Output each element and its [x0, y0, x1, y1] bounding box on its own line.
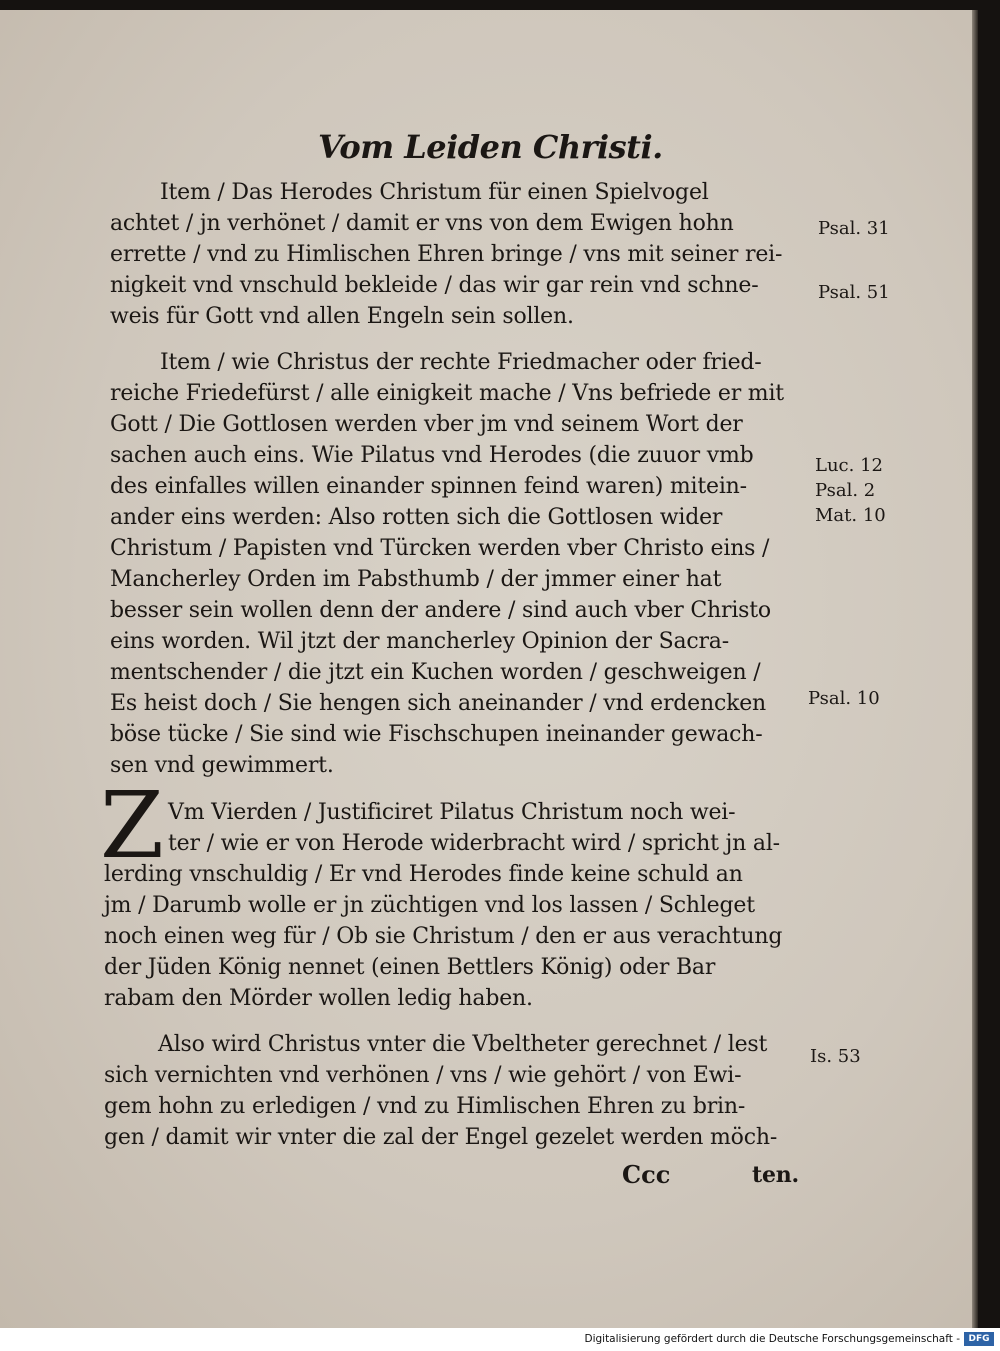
text-line: böse tücke / Sie sind wie Fischschupen ineinander gewach-: [110, 722, 763, 747]
text-line: besser sein wollen denn der andere / sind auch vber Christo: [110, 598, 771, 623]
text-line: noch einen weg für / Ob sie Christum / den er aus verachtung: [104, 924, 783, 949]
catchword: ten.: [752, 1162, 800, 1188]
text-line: Also wird Christus vnter die Vbeltheter gerechnet / lest: [158, 1032, 768, 1057]
margin-reference: Psal. 10: [808, 688, 880, 709]
text-line: rabam den Mörder wollen ledig haben.: [104, 986, 533, 1011]
text-line: ander eins werden: Also rotten sich die Gottlosen wider: [110, 505, 723, 530]
text-line: der Jüden König nennet (einen Bettlers König) oder Bar: [104, 955, 716, 980]
text-line: sich vernichten vnd verhönen / vns / wie gehört / von Ewi-: [104, 1063, 742, 1088]
drop-cap-initial: Z: [100, 772, 164, 879]
signature-mark: Ccc: [622, 1160, 671, 1189]
text-line: gen / damit wir vnter die zal der Engel gezelet werden möch-: [104, 1125, 778, 1150]
page-heading: Vom Leiden Christi.: [318, 128, 663, 166]
margin-reference: Psal. 51: [818, 282, 890, 303]
text-line: Item / wie Christus der rechte Friedmacher oder fried-: [160, 350, 762, 375]
dfg-logo: DFG: [964, 1332, 994, 1346]
text-line: eins worden. Wil jtzt der mancherley Opinion der Sacra-: [110, 629, 729, 654]
text-line: Gott / Die Gottlosen werden vber jm vnd seinem Wort der: [110, 412, 743, 437]
margin-reference: Mat. 10: [815, 505, 886, 526]
text-line: nigkeit vnd vnschuld bekleide / das wir gar rein vnd schne-: [110, 273, 759, 298]
margin-reference: Psal. 2: [815, 480, 876, 501]
text-line: des einfalles willen einander spinnen feind waren) mitein-: [110, 474, 747, 499]
text-line: reiche Friedefürst / alle einigkeit mache / Vns befriede er mit: [110, 381, 784, 406]
text-line: jm / Darumb wolle er jn züchtigen vnd los lassen / Schleget: [104, 893, 755, 918]
margin-reference: Is. 53: [810, 1046, 861, 1067]
text-line: sachen auch eins. Wie Pilatus vnd Herodes (die zuuor vmb: [110, 443, 754, 468]
text-line: Vm Vierden / Justificiret Pilatus Christum noch wei-: [168, 800, 736, 825]
text-line: weis für Gott vnd allen Engeln sein sollen.: [110, 304, 574, 329]
text-line: gem hohn zu erledigen / vnd zu Himlischen Ehren zu brin-: [104, 1094, 746, 1119]
text-line: Item / Das Herodes Christum für einen Spielvogel: [160, 180, 709, 205]
text-line: Mancherley Orden im Pabsthumb / der jmmer einer hat: [110, 567, 722, 592]
text-line: ter / wie er von Herode widerbracht wird / spricht jn al-: [168, 831, 780, 856]
book-page: [0, 10, 974, 1328]
margin-reference: Psal. 31: [818, 218, 890, 239]
footer-bar: [0, 1328, 1000, 1351]
text-line: Es heist doch / Sie hengen sich aneinander / vnd erdencken: [110, 691, 766, 716]
text-line: errette / vnd zu Himlischen Ehren bringe / vns mit seiner rei-: [110, 242, 783, 267]
text-line: mentschender / die jtzt ein Kuchen worden / geschweigen /: [110, 660, 761, 685]
text-line: sen vnd gewimmert.: [110, 753, 334, 778]
footer-credit: Digitalisierung gefördert durch die Deutsche Forschungsgemeinschaft -: [584, 1333, 960, 1345]
text-line: Christum / Papisten vnd Türcken werden vber Christo eins /: [110, 536, 770, 561]
margin-reference: Luc. 12: [815, 455, 883, 476]
page-edge-shadow: [972, 10, 978, 1328]
text-line: lerding vnschuldig / Er vnd Herodes finde keine schuld an: [104, 862, 743, 887]
text-line: achtet / jn verhönet / damit er vns von dem Ewigen hohn: [110, 211, 734, 236]
